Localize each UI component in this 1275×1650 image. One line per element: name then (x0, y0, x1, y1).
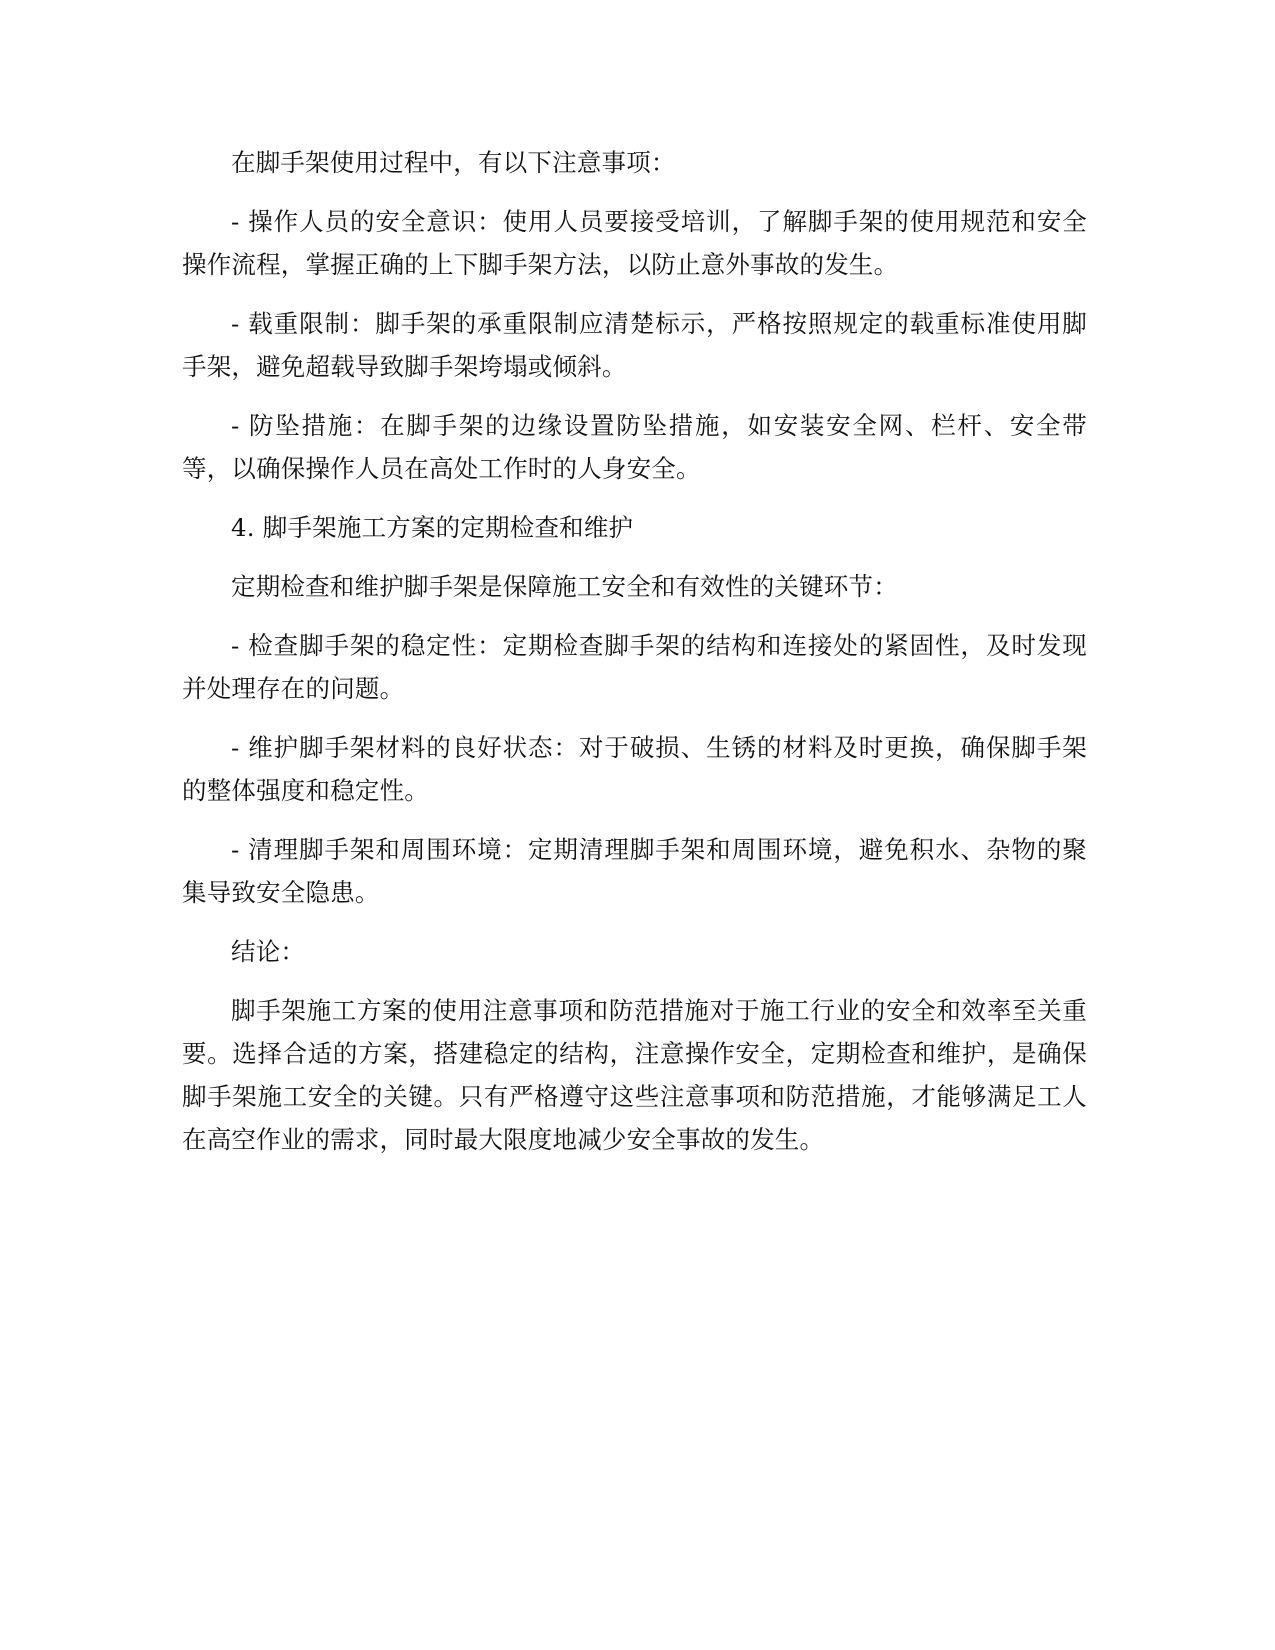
paragraph-material-maintenance: - 维护脚手架材料的良好状态：对于破损、生锈的材料及时更换，确保脚手架的整体强度和稳定性。 (182, 733, 1087, 805)
paragraph-intro: 在脚手架使用过程中，有以下注意事项： (231, 148, 676, 177)
document-body (182, 141, 1087, 1177)
paragraph-conclusion: 脚手架施工方案的使用注意事项和防范措施对于施工行业的安全和效率至关重要。选择合适的方案，搭建稳定的结构，注意操作安全，定期检查和维护，是确保脚手架施工安全的关键。只有严格遵守这些注意事项和防范措施，才能够满足工人在高空作业的需求，同时最大限度地减少安全事故的发生。 (182, 996, 1087, 1154)
paragraph-load-limit: - 载重限制：脚手架的承重限制应清楚标示，严格按照规定的载重标准使用脚手架，避免超载导致脚手架垮塌或倾斜。 (182, 309, 1087, 381)
paragraph-fall-protection: - 防坠措施：在脚手架的边缘设置防坠措施，如安装安全网、栏杆、安全带等，以确保操作人员在高处工作时的人身安全。 (182, 411, 1087, 483)
conclusion-heading: 结论： (231, 937, 306, 966)
paragraph-environment-cleaning: - 清理脚手架和周围环境：定期清理脚手架和周围环境，避免积水、杂物的聚集导致安全隐患。 (182, 835, 1087, 907)
paragraph-stability-check: - 检查脚手架的稳定性：定期检查脚手架的结构和连接处的紧固性，及时发现并处理存在的问题。 (182, 631, 1087, 703)
paragraph-safety-awareness: - 操作人员的安全意识：使用人员要接受培训，了解脚手架的使用规范和安全操作流程，掌握正确的上下脚手架方法，以防止意外事故的发生。 (182, 207, 1087, 279)
section-heading-inspection: 4. 脚手架施工方案的定期检查和维护 (231, 513, 634, 542)
paragraph-inspection-intro: 定期检查和维护脚手架是保障施工安全和有效性的关键环节： (231, 572, 898, 601)
